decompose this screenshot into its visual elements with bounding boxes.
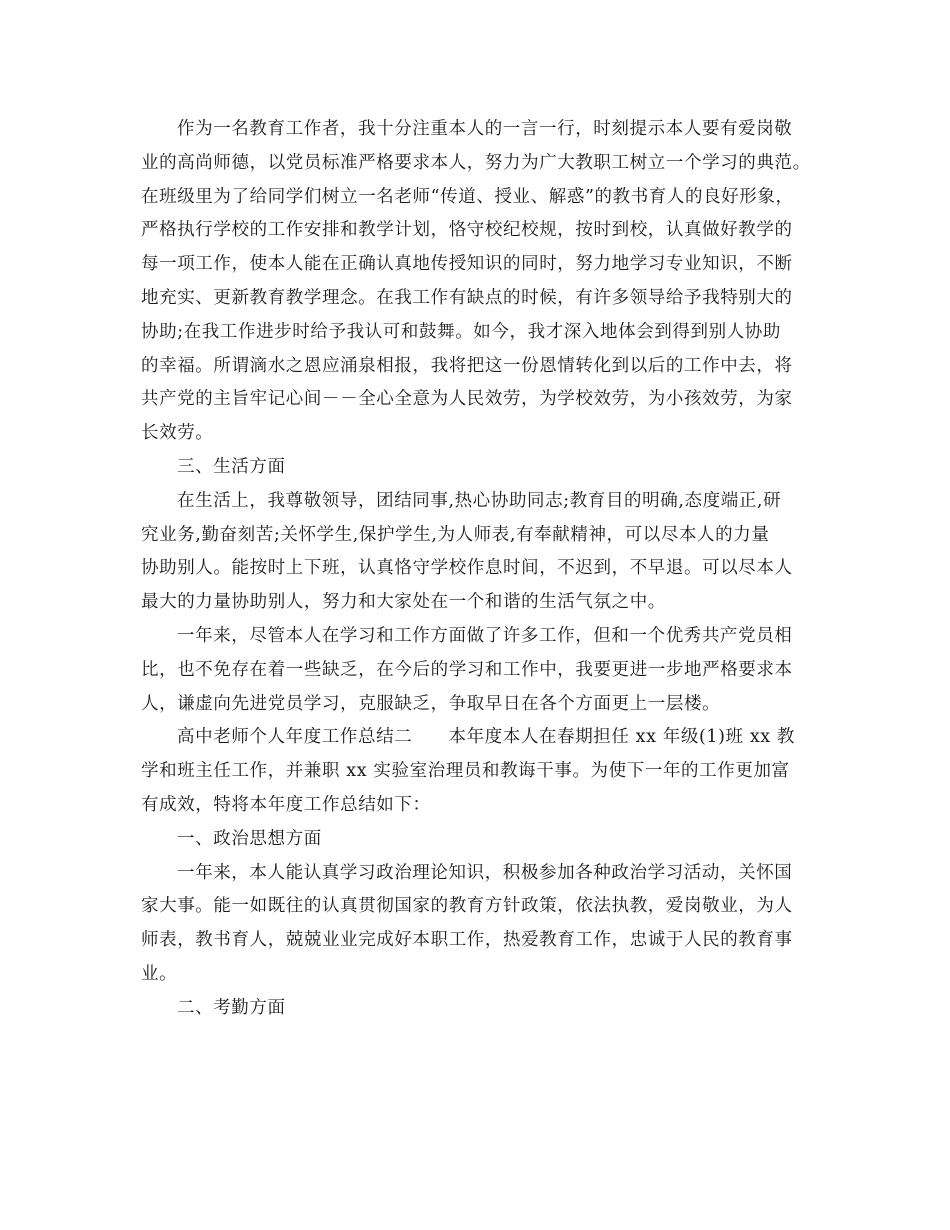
text-line: 究业务,勤奋刻苦;关怀学生,保护学生,为人师表,有奉献精神，可以尽本人的力量 — [141, 524, 770, 545]
text-line: 师表，教书育人，兢兢业业完成好本职工作，热爱教育工作，忠诚于人民的教育事 — [141, 930, 793, 951]
section-heading-life: 三、生活方面 — [177, 456, 286, 477]
text-line: 共产党的主旨牢记心间－－全心全意为人民效劳，为学校效劳，为小孩效劳，为家 — [141, 389, 793, 410]
text-line: 人，谦虚向先进党员学习，克服缺乏，争取早日在各个方面更上一层楼。 — [141, 693, 721, 714]
text-line: 每一项工作，使本人能在正确认真地传授知识的同时，努力地学习专业知识，不断 — [141, 254, 793, 275]
text-line: 严格执行学校的工作安排和教学计划，恪守校纪校规，按时到校，认真做好教学的 — [141, 220, 793, 241]
text-line: 业。 — [141, 963, 178, 984]
text-line: 的幸福。所谓滴水之恩应涌泉相报，我将把这一份恩情转化到以后的工作中去，将 — [141, 355, 793, 376]
text-line: 比，也不免存在着一些缺乏，在今后的学习和工作中，我要更进一步地严格要求本 — [141, 659, 793, 680]
text-line: 学和班主任工作，并兼职 xx 实验室治理员和教诲干事。为使下一年的工作更加富 — [141, 761, 790, 782]
text-line: 有成效，特将本年度工作总结如下： — [141, 794, 431, 815]
text-line: 家大事。能一如既往的认真贯彻国家的教育方针政策，依法执教，爱岗敬业，为人 — [141, 896, 793, 917]
section-heading-politics: 一、政治思想方面 — [177, 828, 322, 849]
text-line: 最大的力量协助别人，努力和大家处在一个和谐的生活气氛之中。 — [141, 592, 666, 613]
text-line: 作为一名教育工作者，我十分注重本人的一言一行，时刻提示本人要有爱岗敬 — [177, 119, 793, 139]
summary-title-line: 高中老师个人年度工作总结二 本年度本人在春期担任 xx 年级(1)班 xx 教 — [177, 727, 796, 748]
text-line: 地充实、更新教育教学理念。在我工作有缺点的时候，有许多领导给予我特别大的 — [141, 287, 793, 308]
text-line: 业的高尚师德，以党员标准严格要求本人，努力为广大教职工树立一个学习的典范。 — [141, 152, 811, 173]
text-line: 长效劳。 — [141, 423, 214, 444]
text-line: 在班级里为了给同学们树立一名老师“传道、授业、解惑”的教书育人的良好形象， — [141, 186, 794, 207]
text-line: 协助别人。能按时上下班，认真恪守学校作息时间，不迟到，不早退。可以尽本人 — [141, 558, 793, 579]
section-heading-attendance: 二、考勤方面 — [177, 997, 286, 1018]
text-line: 协助;在我工作进步时给予我认可和鼓舞。如今，我才深入地体会到得到别人协助 — [141, 321, 781, 342]
text-line: 一年来，本人能认真学习政治理论知识，积极参加各种政治学习活动，关怀国 — [177, 862, 793, 883]
text-line: 一年来，尽管本人在学习和工作方面做了许多工作，但和一个优秀共产党员相 — [177, 625, 793, 646]
text-line: 在生活上，我尊敬领导，团结同事,热心协助同志;教育目的明确,态度端正,研 — [177, 490, 782, 511]
